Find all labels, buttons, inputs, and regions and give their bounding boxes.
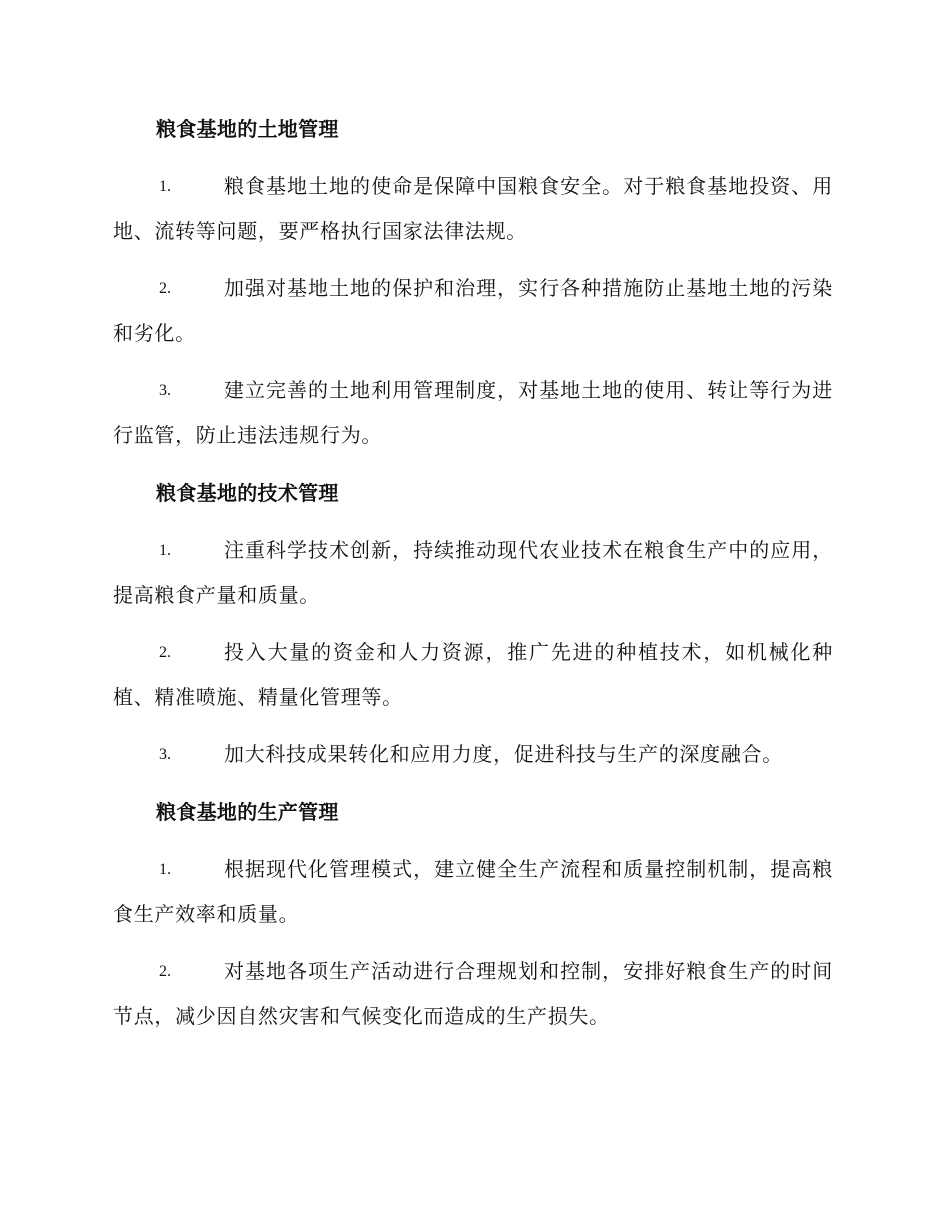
list-item-text: 注重科学技术创新，持续推动现代农业技术在粮食生产中的应用，提高粮食产量和质量。 [113, 538, 833, 607]
list-number: 2. [159, 644, 171, 661]
list-item [113, 164, 833, 254]
list-number: 2. [159, 280, 171, 297]
list-item-text: 加强对基地土地的保护和治理，实行各种措施防止基地土地的污染和劣化。 [113, 276, 833, 345]
list-item [113, 732, 833, 777]
section-heading-technology: 粮食基地的技术管理 [156, 481, 339, 505]
list-item-text: 投入大量的资金和人力资源，推广先进的种植技术，如机械化种植、精准喷施、精量化管理等。 [113, 640, 833, 709]
list-item [113, 847, 833, 937]
list-item-text: 粮食基地土地的使命是保障中国粮食安全。对于粮食基地投资、用地、流转等问题，要严格执行国家法律法规。 [113, 174, 833, 243]
list-item [113, 266, 833, 356]
list-number: 2. [159, 963, 171, 980]
list-item-text: 建立完善的土地利用管理制度，对基地土地的使用、转让等行为进行监管，防止违法违规行为。 [113, 378, 833, 447]
list-item [113, 528, 833, 618]
list-item-text: 对基地各项生产活动进行合理规划和控制，安排好粮食生产的时间节点，减少因自然灾害和气候变化而造成的生产损失。 [113, 959, 833, 1028]
list-item-text: 根据现代化管理模式，建立健全生产流程和质量控制机制，提高粮食生产效率和质量。 [113, 857, 833, 926]
list-item [113, 630, 833, 720]
list-item [113, 368, 833, 458]
list-number: 3. [159, 746, 171, 763]
list-number: 3. [159, 382, 171, 399]
list-number: 1. [159, 542, 171, 559]
section-heading-land: 粮食基地的土地管理 [156, 117, 339, 141]
list-item-text: 加大科技成果转化和应用力度，促进科技与生产的深度融合。 [224, 742, 783, 766]
section-heading-production: 粮食基地的生产管理 [156, 800, 339, 824]
list-item [113, 949, 833, 1039]
list-number: 1. [159, 861, 171, 878]
list-number: 1. [159, 178, 171, 195]
